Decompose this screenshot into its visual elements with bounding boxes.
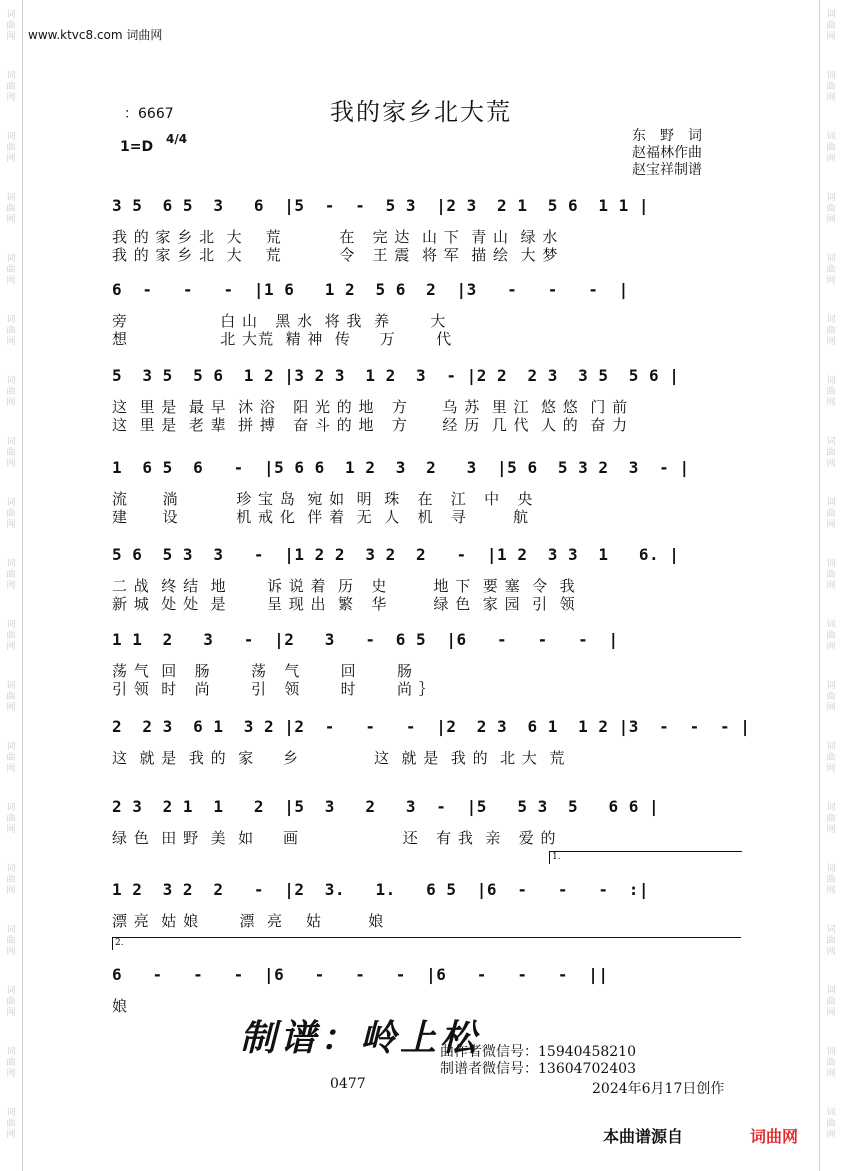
- watermark-text: 词 曲 网: [6, 742, 16, 774]
- lyrics-verse-1: 这 就 是 我 的 家 乡 这 就 是 我 的 北 大 荒: [112, 749, 566, 767]
- lyrics-verse-2: 新 城 处 处 是 呈 现 出 繁 华 绿 色 家 园 引 领: [112, 595, 576, 613]
- watermark-text: 词 曲 网: [826, 559, 836, 591]
- score-row: [112, 537, 742, 613]
- key-signature: 1=D: [120, 139, 154, 155]
- lyricist-credit: 东 野 词: [632, 128, 702, 144]
- lyrics-verse-1: 二 战 终 结 地 诉 说 着 历 史 地 下 要 塞 令 我: [112, 577, 576, 595]
- watermark-text: 词 曲 网: [6, 437, 16, 469]
- watermark-text: 词 曲 网: [6, 193, 16, 225]
- brand-link[interactable]: 词曲网: [750, 1127, 799, 1146]
- notation-line: 2 3 2 1 1 2 |5 3 2 3 - |5 5 3 5 6 6 |: [112, 797, 660, 816]
- watermark-text: 词 曲 网: [826, 71, 836, 103]
- notation-line: 1 1 2 3 - |2 3 - 6 5 |6 - - - |: [112, 630, 619, 649]
- lyrics-verse-1: 漂 亮 姑 娘 漂 亮 姑 娘: [112, 912, 385, 930]
- composer-wechat: 曲作者微信号：15940458210: [440, 1044, 636, 1060]
- watermark-text: 词 曲 网: [6, 986, 16, 1018]
- watermark-text: 词 曲 网: [826, 132, 836, 164]
- score-row: [112, 622, 742, 698]
- lyrics-verse-1: 绿 色 田 野 美 如 画 还 有 我 亲 爱 的: [112, 829, 557, 847]
- notation-line: 6 - - - |6 - - - |6 - - - ||: [112, 965, 609, 984]
- notation-line: 2 2 3 6 1 3 2 |2 - - - |2 2 3 6 1 1 2 |3 - - - |: [112, 717, 751, 736]
- watermark-text: 词 曲 网: [6, 315, 16, 347]
- score-row: [112, 272, 742, 348]
- lyrics-verse-1: 旁 白 山 黑 水 将 我 养 大: [112, 312, 447, 330]
- footer-number: 0477: [330, 1076, 366, 1092]
- watermark-text: 词 曲 网: [6, 1108, 16, 1140]
- lyrics-verse-1: 我 的 家 乡 北 大 荒 在 完 达 山 下 青 山 绿 水: [112, 228, 559, 246]
- score-row: [112, 872, 742, 942]
- watermark-text: 词 曲 网: [6, 132, 16, 164]
- lyrics-verse-2: 我 的 家 乡 北 大 荒 令 王 震 将 军 描 绘 大 梦: [112, 246, 559, 264]
- watermark-text: 词 曲 网: [826, 315, 836, 347]
- notation-line: 1 2 3 2 2 - |2 3. 1. 6 5 |6 - - - :|: [112, 880, 650, 899]
- watermark-text: 词 曲 网: [826, 376, 836, 408]
- score-number: ：6667: [124, 106, 174, 122]
- score-row: [112, 358, 742, 434]
- watermark-text: 词 曲 网: [826, 498, 836, 530]
- score-row: [112, 188, 742, 264]
- watermark-text: 词 曲 网: [826, 925, 836, 957]
- composer-credit: 赵福林作曲: [632, 145, 702, 161]
- watermark-text: 词 曲 网: [6, 10, 16, 42]
- lyrics-verse-1: 这 里 是 最 早 沐 浴 阳 光 的 地 方 乌 苏 里 江 悠 悠 门 前: [112, 398, 629, 416]
- song-title: 我的家乡北大荒: [330, 98, 512, 126]
- watermark-text: 词 曲 网: [826, 193, 836, 225]
- watermark-text: 词 曲 网: [6, 803, 16, 835]
- score-row: [112, 789, 742, 859]
- watermark-text: 词 曲 网: [6, 620, 16, 652]
- creation-date: 2024年6月17日创作: [592, 1081, 725, 1097]
- contact-info: [440, 1044, 636, 1078]
- source-label: 本曲谱源自: [603, 1127, 684, 1146]
- notation-line: 5 3 5 5 6 1 2 |3 2 3 1 2 3 - |2 2 2 3 3 5 5 6 |: [112, 366, 680, 385]
- lyrics-verse-2: 这 里 是 老 辈 拼 搏 奋 斗 的 地 方 经 历 几 代 人 的 奋 力: [112, 416, 629, 434]
- watermark-text: 词 曲 网: [826, 986, 836, 1018]
- watermark-text: 词 曲 网: [6, 1047, 16, 1079]
- notation-line: 1 6 5 6 - |5 6 6 1 2 3 2 3 |5 6 5 3 2 3 - |: [112, 458, 690, 477]
- lyrics-verse-1: 荡 气 回 肠 荡 气 回 肠: [112, 662, 414, 680]
- watermark-text: 词 曲 网: [826, 620, 836, 652]
- watermark-text: 词 曲 网: [826, 803, 836, 835]
- notation-line: 6 - - - |1 6 1 2 5 6 2 |3 - - - |: [112, 280, 629, 299]
- watermark-text: 词 曲 网: [826, 681, 836, 713]
- watermark-text: 词 曲 网: [826, 437, 836, 469]
- time-signature: 4/4: [166, 132, 188, 146]
- lyrics-verse-2: 想 北 大荒 精 神 传 万 代: [112, 330, 453, 348]
- watermark-text: 词 曲 网: [826, 742, 836, 774]
- watermark-text: 词 曲 网: [6, 254, 16, 286]
- watermark-text: 词 曲 网: [6, 925, 16, 957]
- volta-first-ending: 1.: [549, 851, 742, 864]
- watermark-text: 词 曲 网: [826, 1108, 836, 1140]
- watermark-text: 词 曲 网: [6, 681, 16, 713]
- arranger-signature: 制谱：岭上松: [240, 1017, 481, 1059]
- watermark-text: 词 曲 网: [6, 71, 16, 103]
- watermark-text: 词 曲 网: [6, 559, 16, 591]
- lyrics-verse-1: 流 淌 珍 宝 岛 宛 如 明 珠 在 江 中 央: [112, 490, 534, 508]
- credits: [632, 128, 702, 179]
- notation-line: 5 6 5 3 3 - |1 2 2 3 2 2 - |1 2 3 3 1 6. |: [112, 545, 680, 564]
- watermark-text: 词 曲 网: [6, 376, 16, 408]
- arranger-credit: 赵宝祥制谱: [632, 162, 702, 178]
- lyrics-verse-2: 引 领 时 尚 引 领 时 尚 ｝: [112, 680, 435, 698]
- watermark-text: 词 曲 网: [826, 864, 836, 896]
- watermark-text: 词 曲 网: [826, 254, 836, 286]
- watermark-text: 词 曲 网: [826, 10, 836, 42]
- volta-second-ending: 2.: [112, 937, 741, 950]
- watermark-text: 词 曲 网: [6, 498, 16, 530]
- site-url[interactable]: www.ktvc8.com 词曲网: [28, 28, 163, 42]
- arranger-wechat: 制谱者微信号：13604702403: [440, 1061, 636, 1077]
- lyrics-verse-2: 建 设 机 戒 化 伴 着 无 人 机 寻 航: [112, 508, 529, 526]
- score-row: [112, 450, 742, 526]
- notation-line: 3 5 6 5 3 6 |5 - - 5 3 |2 3 2 1 5 6 1 1 |: [112, 196, 650, 215]
- lyrics-verse-1: 娘: [112, 997, 129, 1015]
- score-row: [112, 709, 751, 779]
- watermark-text: 词 曲 网: [6, 864, 16, 896]
- watermark-text: 词 曲 网: [826, 1047, 836, 1079]
